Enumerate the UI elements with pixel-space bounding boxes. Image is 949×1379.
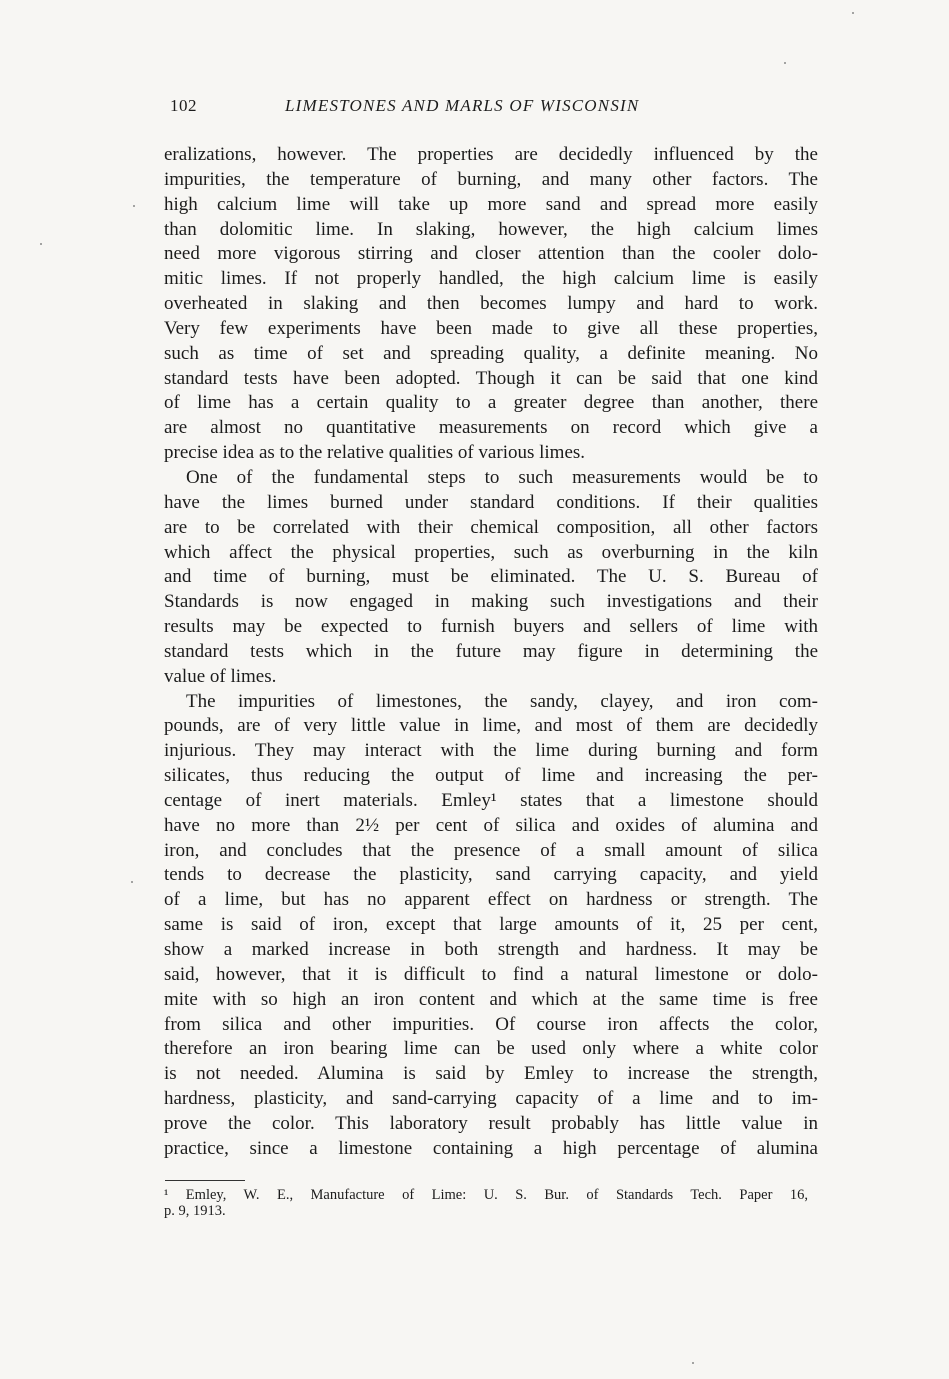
paragraph-start-line: The impurities of limestones, the sandy, clayey, and iron com- [186, 690, 818, 712]
text-line: have no more than 2½ per cent of silica and oxides of alumina and [164, 814, 818, 836]
paper-speck [131, 881, 133, 883]
text-line: eralizations, however. The properties are decidedly influenced by the [164, 144, 818, 165]
text-line: hardness, plasticity, and sand-carrying capacity of a lime and to im- [164, 1088, 818, 1110]
text-line: mite with so high an iron content and which at the same time is free [164, 988, 818, 1010]
text-line: of lime has a certain quality to a greater degree than another, there [164, 392, 818, 414]
text-line: therefore an iron bearing lime can be used only where a white color [164, 1038, 818, 1060]
text-line: of a lime, but has no apparent effect on hardness or strength. The [164, 889, 818, 911]
paper-speck [852, 12, 854, 14]
running-head [170, 96, 815, 120]
text-line: tends to decrease the plasticity, sand carrying capacity, and yield [164, 864, 818, 886]
footnote-rule [165, 1180, 245, 1181]
text-line: are almost no quantitative measurements on record which give a [164, 417, 818, 439]
text-line: said, however, that it is difficult to find a natural limestone or dolo- [164, 963, 818, 985]
text-line: need more vigorous stirring and closer attention than the cooler dolo- [164, 243, 818, 265]
text-line: silicates, thus reducing the output of lime and increasing the per- [164, 765, 818, 787]
body-text [164, 143, 818, 1162]
footnote-line: p. 9, 1913. [164, 1203, 226, 1219]
text-line: from silica and other impurities. Of course iron affects the color, [164, 1013, 818, 1035]
paper-speck [784, 62, 786, 64]
text-line: injurious. They may interact with the lime during burning and form [164, 740, 818, 762]
text-line: centage of inert materials. Emley¹ states that a limestone should [164, 789, 818, 811]
text-line: practice, since a limestone containing a high percentage of alumina [164, 1137, 818, 1159]
text-line: prove the color. This laboratory result probably has little value in [164, 1112, 818, 1134]
text-line: which affect the physical properties, such as overburning in the kiln [164, 541, 818, 563]
text-line: such as time of set and spreading quality, a definite meaning. No [164, 342, 818, 364]
text-line: iron, and concludes that the presence of a small amount of silica [164, 839, 818, 861]
text-line: results may be expected to furnish buyers and sellers of lime with [164, 616, 818, 638]
text-line: and time of burning, must be eliminated. The U. S. Bureau of [164, 566, 818, 588]
text-line: than dolomitic lime. In slaking, however, the high calcium limes [164, 218, 818, 240]
paragraph-start-line: One of the fundamental steps to such measurements would be to [186, 466, 818, 488]
running-title: LIMESTONES AND MARLS OF WISCONSIN [285, 96, 640, 115]
footnote [164, 1187, 808, 1219]
text-line: impurities, the temperature of burning, and many other factors. The [164, 168, 818, 190]
paper-speck [692, 1362, 694, 1364]
paper-speck [40, 243, 42, 245]
text-line: overheated in slaking and then becomes lumpy and hard to work. [164, 293, 818, 315]
text-line: mitic limes. If not properly handled, the high calcium lime is easily [164, 268, 818, 290]
page-number: 102 [170, 96, 197, 115]
text-line: show a marked increase in both strength and hardness. It may be [164, 939, 818, 960]
text-line: are to be correlated with their chemical composition, all other factors [164, 516, 818, 538]
text-line: Very few experiments have been made to give all these properties, [164, 317, 818, 339]
text-line: Standards is now engaged in making such investigations and their [164, 591, 818, 613]
text-line: standard tests which in the future may figure in determining the [164, 640, 818, 662]
text-line: value of limes. [164, 665, 277, 687]
text-line: pounds, are of very little value in lime, and most of them are decidedly [164, 715, 818, 737]
text-line: standard tests have been adopted. Though it can be said that one kind [164, 367, 818, 389]
text-line: is not needed. Alumina is said by Emley to increase the strength, [164, 1063, 818, 1085]
text-line: same is said of iron, except that large amounts of it, 25 per cent, [164, 914, 818, 936]
paper-speck [133, 205, 135, 207]
footnote-line: ¹ Emley, W. E., Manufacture of Lime: U. S. Bur. of Standards Tech. Paper 16, [164, 1187, 808, 1203]
text-line: precise idea as to the relative qualities of various limes. [164, 442, 586, 464]
text-line: high calcium lime will take up more sand and spread more easily [164, 193, 818, 215]
text-line: have the limes burned under standard conditions. If their qualities [164, 491, 818, 513]
